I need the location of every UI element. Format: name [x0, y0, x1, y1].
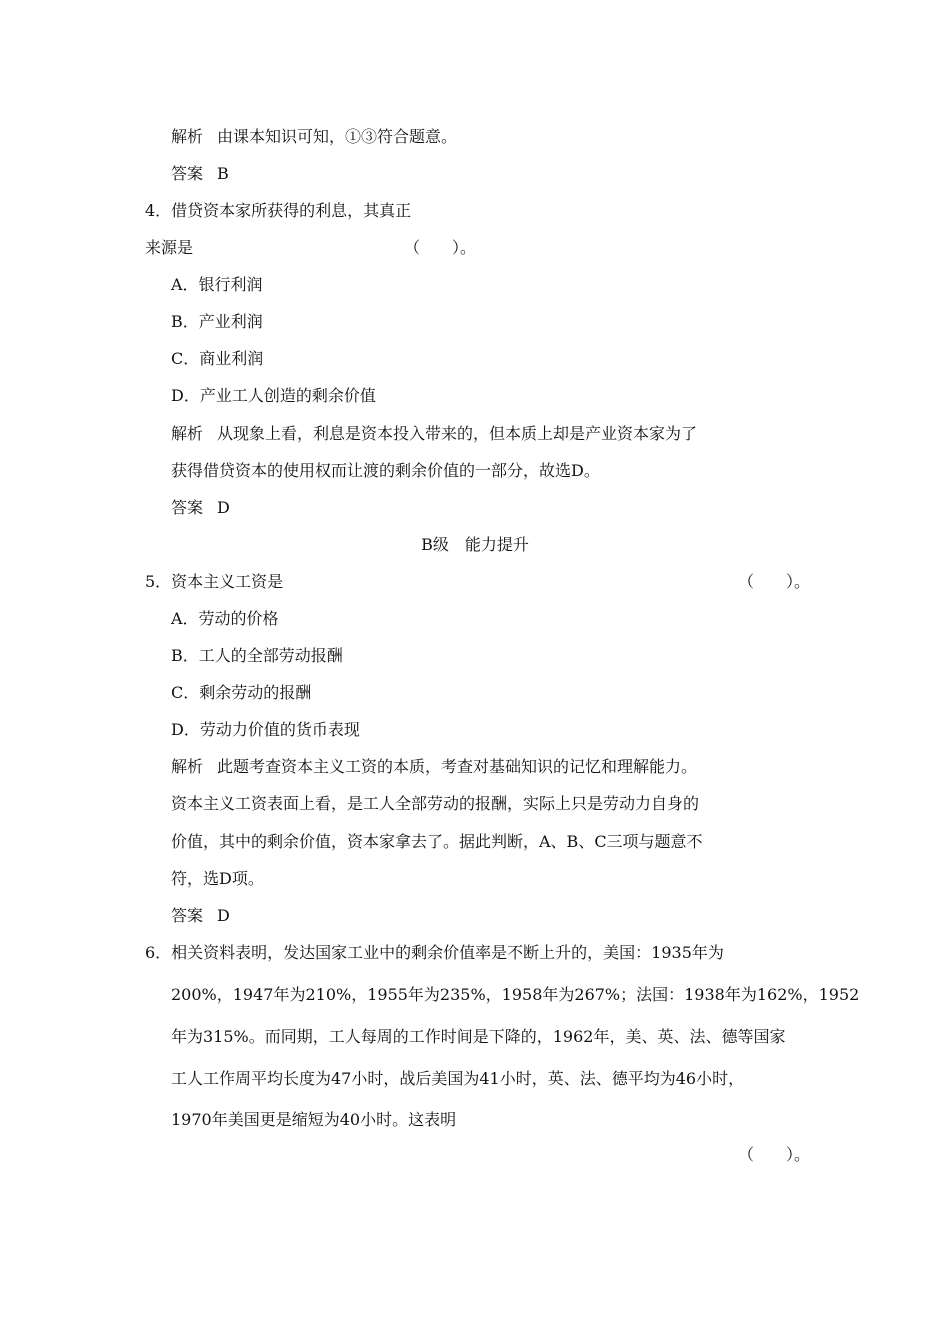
q3-analysis [171, 126, 457, 148]
q5-analysis-line1: 此题考查资本主义工资的本质，考查对基础知识的记忆和理解能力。 [217, 757, 698, 776]
q5-analysis-line2: 资本主义工资表面上看，是工人全部劳动的报酬，实际上只是劳动力自身的 [171, 794, 700, 813]
q4-analysis-label: 解析 [171, 424, 204, 443]
q6-line4: 工人工作周平均长度为47小时，战后美国为41小时，英、法、德平均为46小时， [171, 1069, 745, 1088]
q3-answer [171, 163, 229, 185]
section-title: B级 能力提升 [421, 535, 529, 554]
q4-stem-line2: 来源是 [145, 238, 194, 257]
q3-answer-label: 答案 [171, 164, 204, 183]
q6-line1: 6．相关资料表明，发达国家工业中的剩余价值率是不断上升的，美国：1935年为 [145, 943, 724, 962]
q4-option-a: A．银行利润 [171, 275, 263, 294]
q5-analysis-line4: 符，选D项。 [171, 869, 264, 888]
q5-option-d: D．劳动力价值的货币表现 [171, 720, 360, 739]
q5-stem: 5．资本主义工资是 [145, 572, 284, 591]
q5-answer-value: D [217, 906, 230, 925]
q6-line5: 1970年美国更是缩短为40小时。这表明 [171, 1110, 457, 1129]
q5-option-b: B．工人的全部劳动报酬 [171, 646, 343, 665]
q4-analysis [171, 423, 697, 445]
q5-analysis-line3: 价值，其中的剩余价值，资本家拿去了。据此判断，A、B、C三项与题意不 [171, 832, 703, 851]
q4-option-b: B．产业利润 [171, 312, 263, 331]
q4-analysis-line2: 获得借贷资本的使用权而让渡的剩余价值的一部分，故选D。 [171, 461, 600, 480]
q4-answer [171, 497, 230, 519]
q6-answer-bracket: （ ）。 [738, 1145, 811, 1164]
q4-option-d: D．产业工人创造的剩余价值 [171, 386, 376, 405]
q4-analysis-line1: 从现象上看，利息是资本投入带来的，但本质上却是产业资本家为了 [217, 424, 698, 443]
q3-analysis-text: 由课本知识可知，①③符合题意。 [217, 127, 458, 146]
q5-answer-bracket: （ ）。 [738, 572, 811, 591]
q3-answer-value: B [217, 164, 229, 183]
q4-answer-value: D [217, 498, 230, 517]
q3-analysis-label: 解析 [171, 127, 204, 146]
q6-line3: 年为315%。而同期，工人每周的工作时间是下降的，1962年，美、英、法、德等国家 [171, 1027, 786, 1046]
q4-option-c: C．商业利润 [171, 349, 264, 368]
q4-answer-bracket: （ ）。 [404, 238, 477, 257]
q6-line2: 200%，1947年为210%，1955年为235%，1958年为267%；法国：1938年为162%，1952 [171, 985, 860, 1004]
q5-analysis [171, 756, 697, 778]
q4-stem-line1: 4．借贷资本家所获得的利息，其真正 [145, 201, 412, 220]
q5-answer [171, 905, 230, 927]
q5-option-c: C．剩余劳动的报酬 [171, 683, 312, 702]
q4-answer-label: 答案 [171, 498, 204, 517]
q5-option-a: A．劳动的价格 [171, 609, 279, 628]
q5-analysis-label: 解析 [171, 757, 204, 776]
q5-answer-label: 答案 [171, 906, 204, 925]
